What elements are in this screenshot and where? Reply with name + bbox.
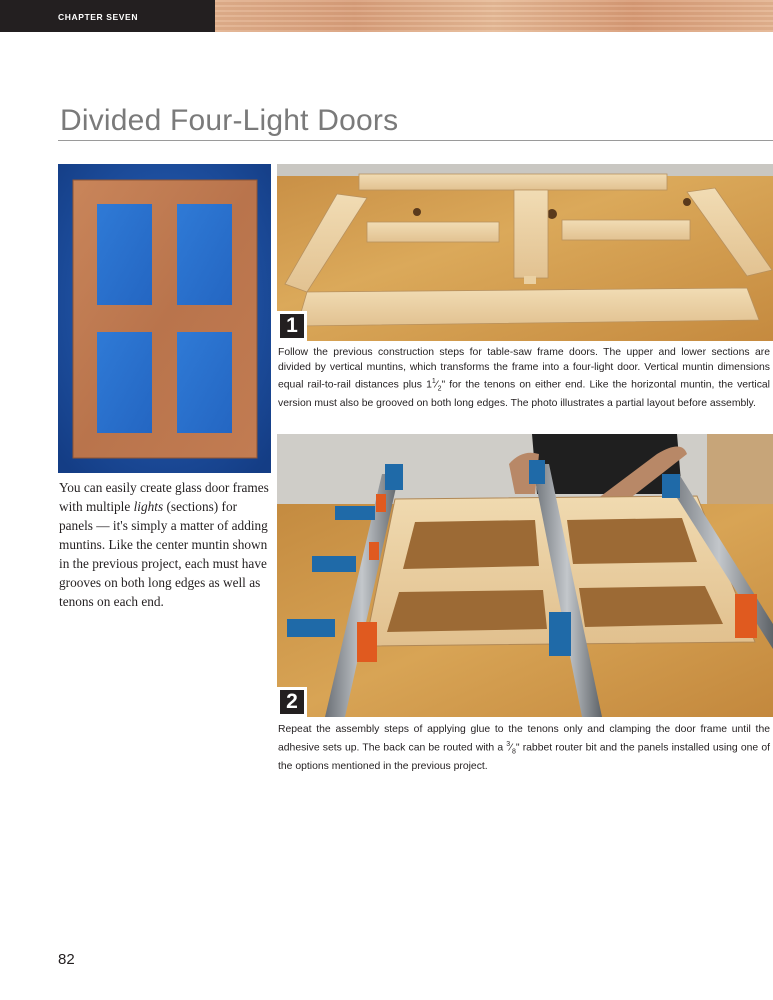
- title-rule: [58, 140, 773, 141]
- step-1-caption: Follow the previous construction steps for table-saw frame doors. The upper and lower sections are divided by vertical muntins, which transforms the frame into a four-light door. Vertical muntin dimensions equal rail-to-rail distances plus $1^1⁄_2$" for the tenons on either end. Like the horizontal muntin, the vertical version must also be grooved on both long edges. The photo illustrates a partial layout before assembly.: [278, 347, 770, 410]
- step-1-photo: [277, 164, 773, 341]
- step-2-photo: [277, 434, 773, 717]
- chapter-label: CHAPTER SEVEN: [58, 12, 139, 22]
- step-2-badge: 2: [277, 687, 307, 717]
- door-photo: [58, 164, 271, 473]
- page-title: Divided Four-Light Doors: [60, 104, 399, 137]
- step-1-badge: 1: [277, 311, 307, 341]
- header-wood-band: [215, 0, 773, 32]
- intro-text: You can easily create glass door frames with multiple lights (sections) for panels — it's simply a matter of adding muntins. Like the center muntin shown in the previous project, each must have grooves on both long edges as well as tenons on each end.: [59, 480, 269, 609]
- page-number: 82: [58, 951, 75, 968]
- step-2-caption: Repeat the assembly steps of applying glue to the tenons only and clamping the door frame until the adhesive sets up. The back can be routed with a $^3⁄_8$" rabbet router bit and the panels installed using one of the options mentioned in the previous project.: [278, 724, 770, 772]
